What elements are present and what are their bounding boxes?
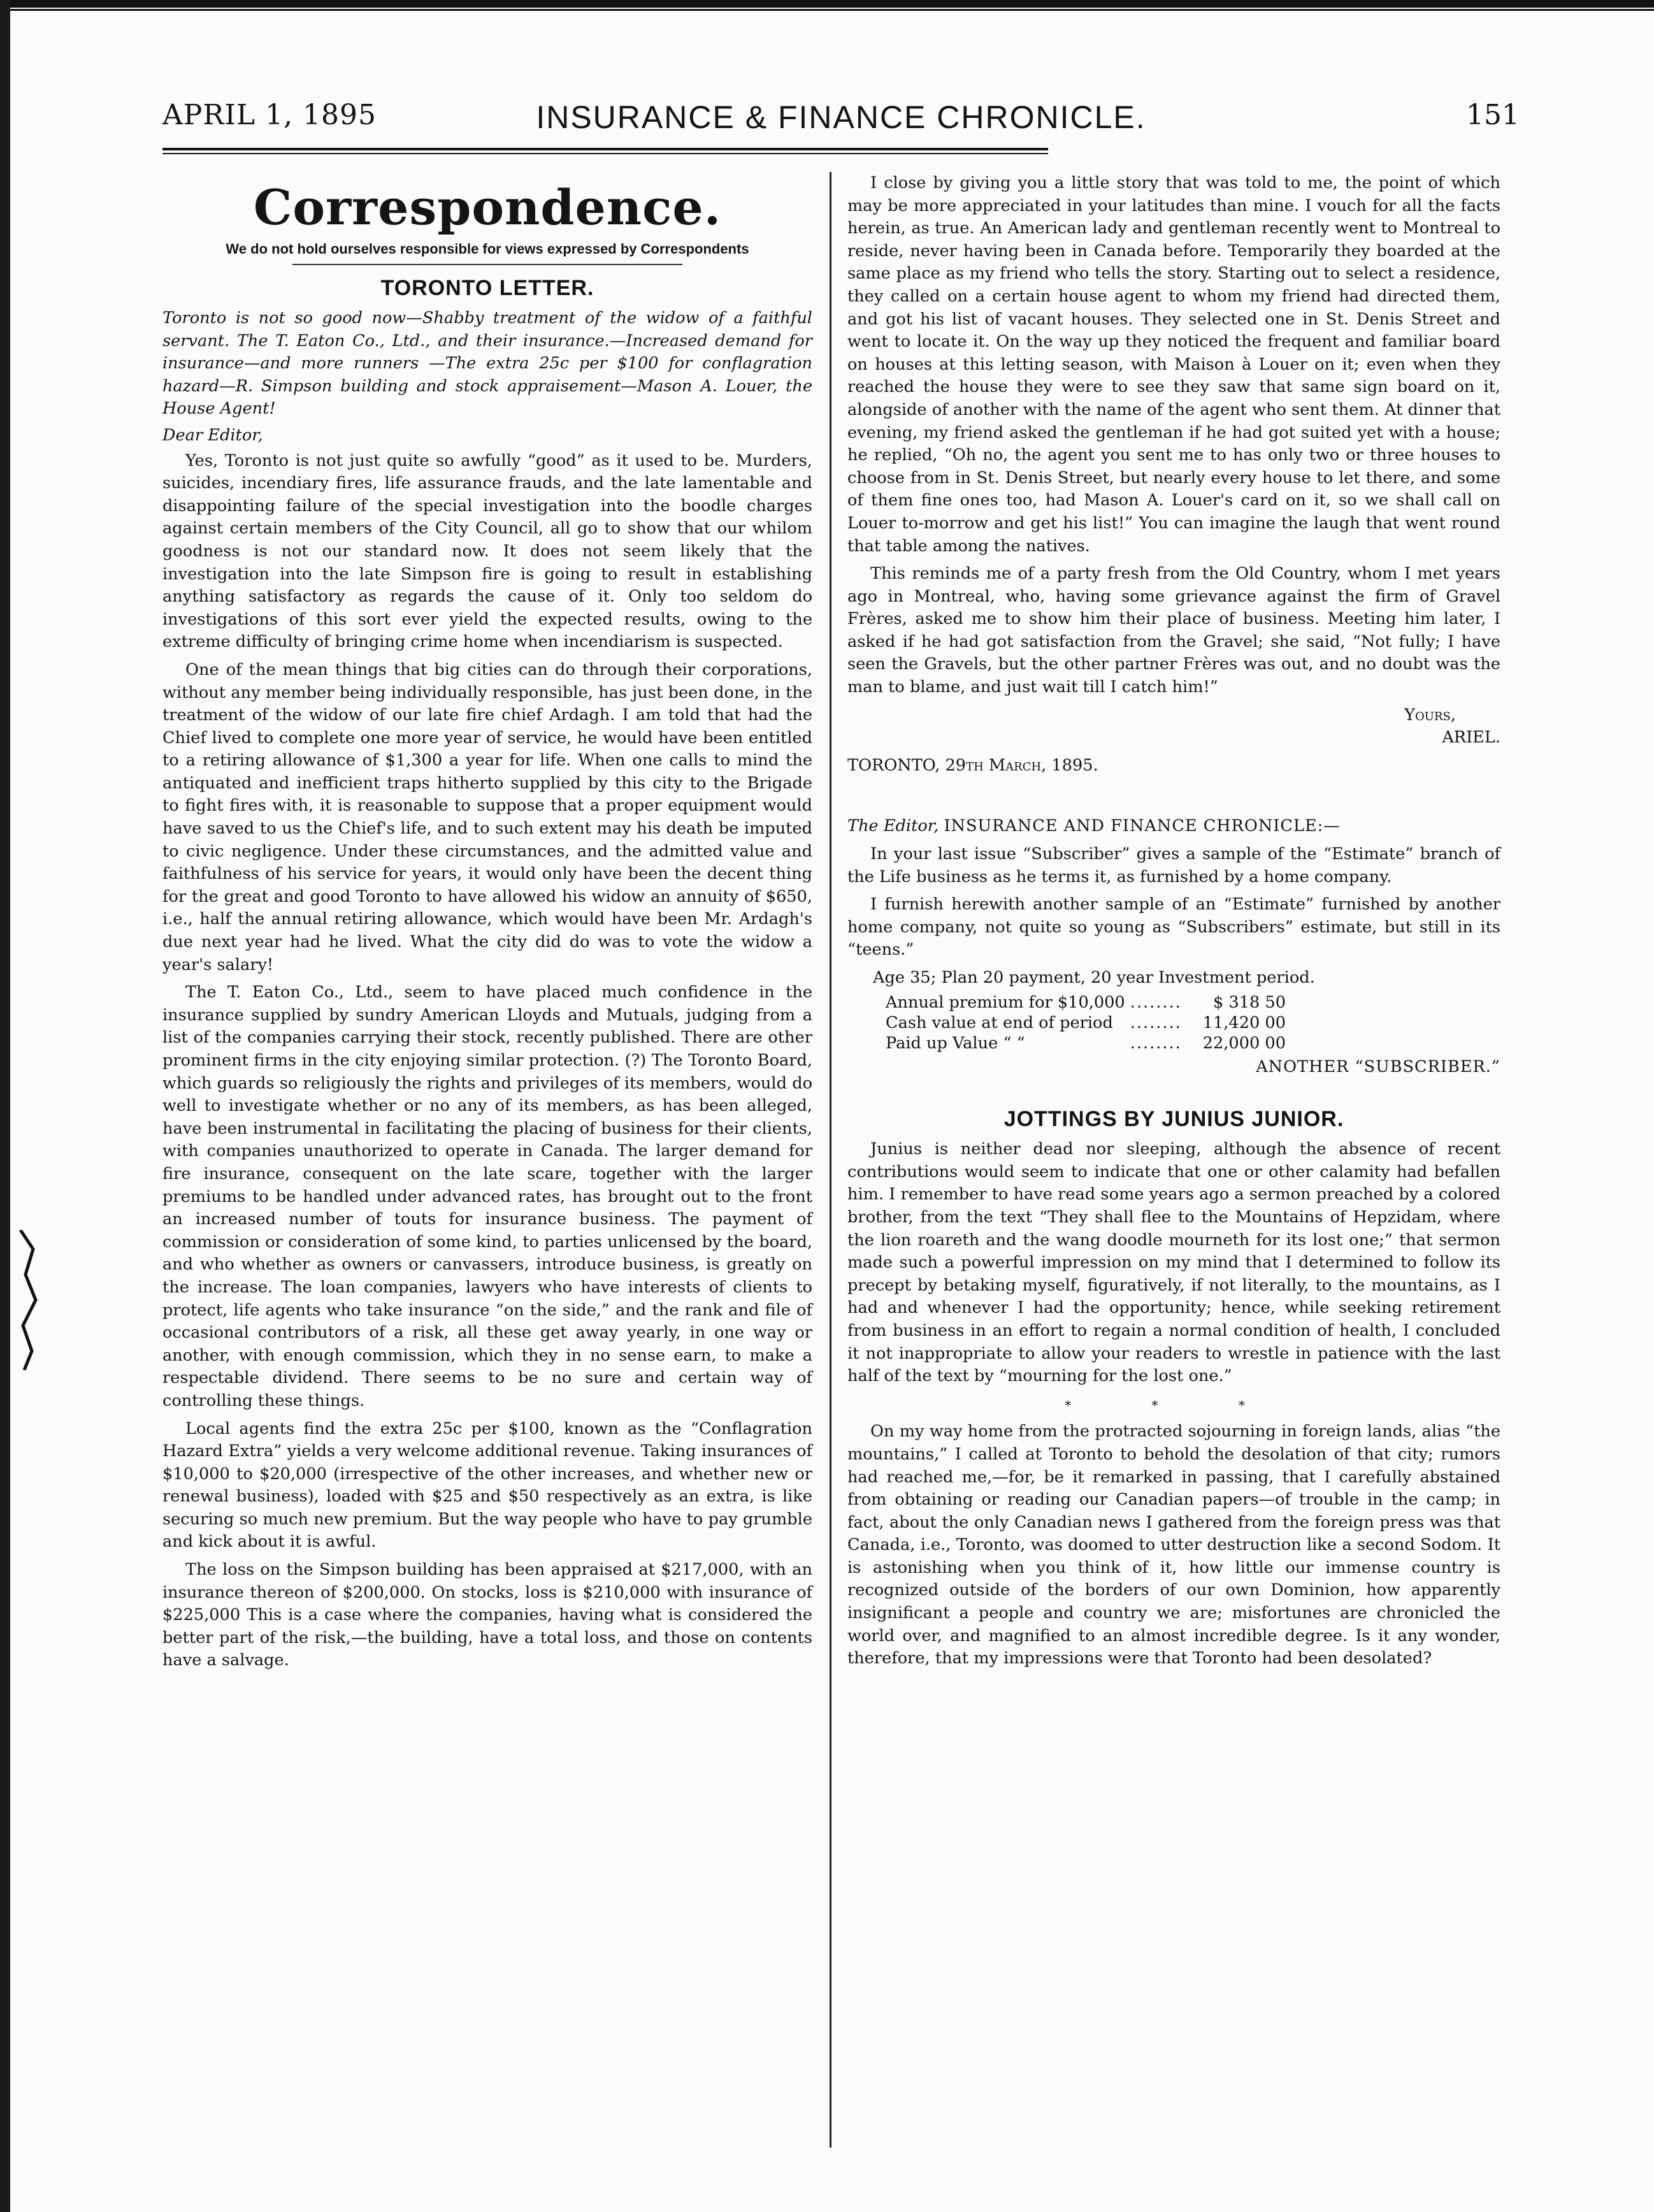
estimate-signature: ANOTHER “SUBSCRIBER.”	[1256, 1057, 1500, 1076]
table-row	[886, 1033, 1291, 1053]
editor-address	[847, 815, 1500, 838]
publication-title: INSURANCE & FINANCE CHRONICLE.	[536, 99, 1146, 135]
article-paragraph: Local agents find the extra 25c per $100, known as the “Conflagration Hazard Extra” yields a very welcome additional revenue. Taking insurances of $10,000 to $20,000 (irrespective of the other increases, and whether new or renewal business), loaded with $25 and $50 respectively as an extra, is like securing so much new premium. But the way people who have to pay grumble and kick about it is awful.	[162, 1419, 812, 1552]
section-stars: * * *	[1065, 1397, 1283, 1413]
column-divider	[830, 172, 831, 2148]
estimate-leader: ........	[1130, 1033, 1182, 1053]
editor-label: The Editor,	[847, 816, 939, 836]
estimate-label: Cash value at end of period	[886, 1013, 1113, 1032]
article-paragraph: I close by giving you a little story that was told to me, the point of which may be more appreciated in your latitudes than mine. I vouch for all the facts herein, as true. An American lady and gentleman recently went to Montreal to reside, never having been in Canada before. Temporarily they boarded at the same place as my friend who tells the story. Starting out to select a residence, they called on a certain house agent to whom my friend had directed them, and got his list of vacant houses. They selected one in St. Denis Street and went to locate it. On the way up they noticed the frequent and familiar board on houses at this letting season, with Maison à Louer on it; even when they reached the house they were to see they saw that same sign board on it, alongside of another with the name of the agent who sent them. At dinner that evening, my friend asked the gentleman if he had got suited yet with a house; he replied, “Oh no, the agent you sent me to has only two or three houses to choose from in St. Denis Street, but nearly every house to let there, and some of them fine ones too, had Mason A. Louer's card on it, so we shall call on Louer to-morrow and get his list!” You can imagine the laugh that went round that table among the natives.	[847, 173, 1500, 556]
top-border-rule-thin	[0, 9, 1654, 11]
binding-marks	[14, 1230, 45, 1370]
article-paragraph: On my way home from the protracted sojourning in foreign lands, alias “the mountains,” I called at Toronto to behold the desolation of that city; rumors had reached me,—for, be it remarked in passing, that I carefully abstained from obtaining or reading our Canadian papers—of trouble in the camp; in fact, about the only Canadian news I gathered from the foreign press was that Canada, i.e., Toronto, was doomed to utter destruction like a second Sodom. It is astonishing when you think of it, how little our immense country is recognized outside of the borders of our own Dominion, how apparently insignificant a people and country we are; misfortunes are chronicled the world over, and magnified to an almost incredible degree. Is it any wonder, therefore, that my impressions were that Toronto had been desolated?	[847, 1422, 1500, 1668]
header-rule	[162, 148, 1048, 150]
estimate-label: Annual premium for $10,000	[886, 992, 1125, 1012]
estimate-table	[886, 992, 1291, 1053]
editor-publication: INSURANCE AND FINANCE CHRONICLE:—	[944, 816, 1341, 836]
article-paragraph: Junius is neither dead nor sleeping, although the absence of recent contributions would seem to indicate that one or other calamity had befallen him. I remember to have read some years ago a sermon preached by a colored brother, from the text “They shall flee to the Mountains of Hepzidam, where the lion roareth and the wang doodle mourneth for its lost one;” that sermon made such a powerful impression on my mind that I determined to follow its precept by betaking myself, figuratively, if not literally, to the mountains, as I had and whenever I had the opportunity; hence, while seeking retirement from business in an effort to regain a normal condition of health, I concluded it not inappropriate to allow your readers to wrestle in patience with the last half of the text by “mourning for the lost one.”	[847, 1139, 1500, 1386]
correspondence-heading: Correspondence.	[253, 179, 722, 236]
correspondence-disclaimer: We do not hold ourselves responsible for views expressed by Correspondents	[226, 241, 749, 257]
top-border-rule	[0, 0, 1654, 8]
letter-place-date: TORONTO, 29th March, 1895.	[847, 755, 1098, 775]
toronto-letter-summary: Toronto is not so good now—Shabby treatment of the widow of a faithful servant. The T. Eaton Co., Ltd., and their insurance.—Increased demand for insurance—and more runners —The extra 25c per $100 for conflagration hazard—R. Simpson building and stock appraisement—Mason A. Louer, the House Agent!	[162, 308, 812, 419]
article-paragraph: The loss on the Simpson building has been appraised at $217,000, with an insurance thereon of $200,000. On stocks, loss is $210,000 with insurance of $225,000 This is a case where the companies, having what is considered the better part of the risk,—the building, have a total loss, and those on contents have a salvage.	[162, 1560, 812, 1670]
table-row	[886, 1013, 1291, 1033]
toronto-letter-title: TORONTO LETTER.	[380, 276, 594, 300]
jottings-title: JOTTINGS BY JUNIUS JUNIOR.	[1003, 1107, 1344, 1132]
right-column	[847, 172, 1500, 1675]
estimate-leader: ........	[1130, 1013, 1182, 1032]
page-number: 151	[1466, 99, 1520, 131]
scan-edge	[0, 0, 10, 2212]
article-paragraph: Yes, Toronto is not just quite so awfully “good” as it used to be. Murders, suicides, incendiary fires, life assurance frauds, and the late lamentable and disappointing failure of the special investigation into the boodle charges against certain members of the City Council, all go to show that our whilom goodness is not our standard now. It does not seem likely that the investigation into the late Simpson fire is going to result in establishing anything satisfactory as regards the cause of it. Only too seldom do investigations of this sort ever yield the expected results, owing to the extreme difficulty of bringing crime home when incendiarism is suspected.	[162, 451, 812, 652]
letter-signature: ARIEL.	[1442, 728, 1500, 748]
article-paragraph: This reminds me of a party fresh from the Old Country, whom I met years ago in Montreal, who, having some grievance against the firm of Gravel Frères, asked me to show him their place of business. Meeting him later, I asked if he had got satisfaction from the Gravel; she said, “Not fully; I have seen the Gravels, but the other partner Frères was out, and no doubt was the man to blame, and just wait till I catch him!”	[847, 564, 1500, 697]
correspondence-rule	[292, 264, 682, 265]
left-column	[162, 172, 812, 1677]
salutation: Dear Editor,	[162, 425, 263, 445]
article-paragraph: The T. Eaton Co., Ltd., seem to have placed much confidence in the insurance supplied by sundry American Lloyds and Mutuals, judging from a list of the companies carrying their stock, recently published. There are other prominent firms in the city enjoying similar protection. (?) The Toronto Board, which guards so religiously the rights and privileges of its members, would do well to investigate whether or no any of its members, as has been alleged, have been instrumental in facilitating the placing of business for their clients, with companies unauthorized to operate in Canada. The larger demand for fire insurance, consequent on the late scare, together with the larger premiums to be handled under advanced rates, has brought out to the front an increased number of touts for insurance business. The payment of commission or consideration of some kind, to parties unlicensed by the board, and who whether as owners or canvassers, introduce business, is greatly on the increase. The loan companies, lawyers who have interests of clients to protect, life agents who take insurance “on the side,” and the rank and file of occasional contributors of a risk, all these get away yearly, in one way or another, with enough commission, which they in no sense earn, to make a respectable dividend. There seems to be no sure and certain way of controlling these things.	[162, 983, 812, 1410]
page-header	[162, 99, 1520, 143]
estimate-label: Paid up Value “ “	[886, 1033, 1025, 1053]
article-paragraph: I furnish herewith another sample of an “Estimate” furnished by another home company, not quite so young as “Subscribers” estimate, but still in its “teens.”	[847, 895, 1500, 960]
estimate-amount: $ 318 50	[1213, 992, 1286, 1012]
estimate-amount: 11,420 00	[1202, 1013, 1286, 1032]
article-paragraph: In your last issue “Subscriber” gives a sample of the “Estimate” branch of the Life business as he terms it, as furnished by a home company.	[847, 844, 1500, 886]
issue-date: APRIL 1, 1895	[162, 99, 377, 131]
article-paragraph: One of the mean things that big cities can do through their corporations, without any member being individually responsible, has just been done, in the treatment of the widow of our late fire chief Ardagh. I am told that had the Chief lived to complete one more year of service, he would have been entitled to a retiring allowance of $1,300 a year for life. When one calls to mind the antiquated and inefficient traps hitherto supplied by this city to the Brigade to fight fires with, it is reasonable to suppose that a proper equipment would have saved to us the Chief's life, and to such extent may his death be imputed to civic negligence. Under these circumstances, and the admitted value and faithfulness of his service for years, it would only have been the decent thing for the great and good Toronto to have allowed his widow an annuity of $650, i.e., half the annual retiring allowance, which would have been Mr. Ardagh's due next year had he lived. What the city did do was to vote the widow a year's salary!	[162, 660, 812, 974]
estimate-leader: ........	[1130, 992, 1182, 1012]
letter-closing: Yours,	[1404, 705, 1456, 725]
estimate-age-line: Age 35; Plan 20 payment, 20 year Investment period.	[873, 968, 1315, 987]
table-row	[886, 992, 1291, 1013]
header-rule-thin	[162, 153, 1048, 154]
estimate-amount: 22,000 00	[1202, 1033, 1286, 1053]
